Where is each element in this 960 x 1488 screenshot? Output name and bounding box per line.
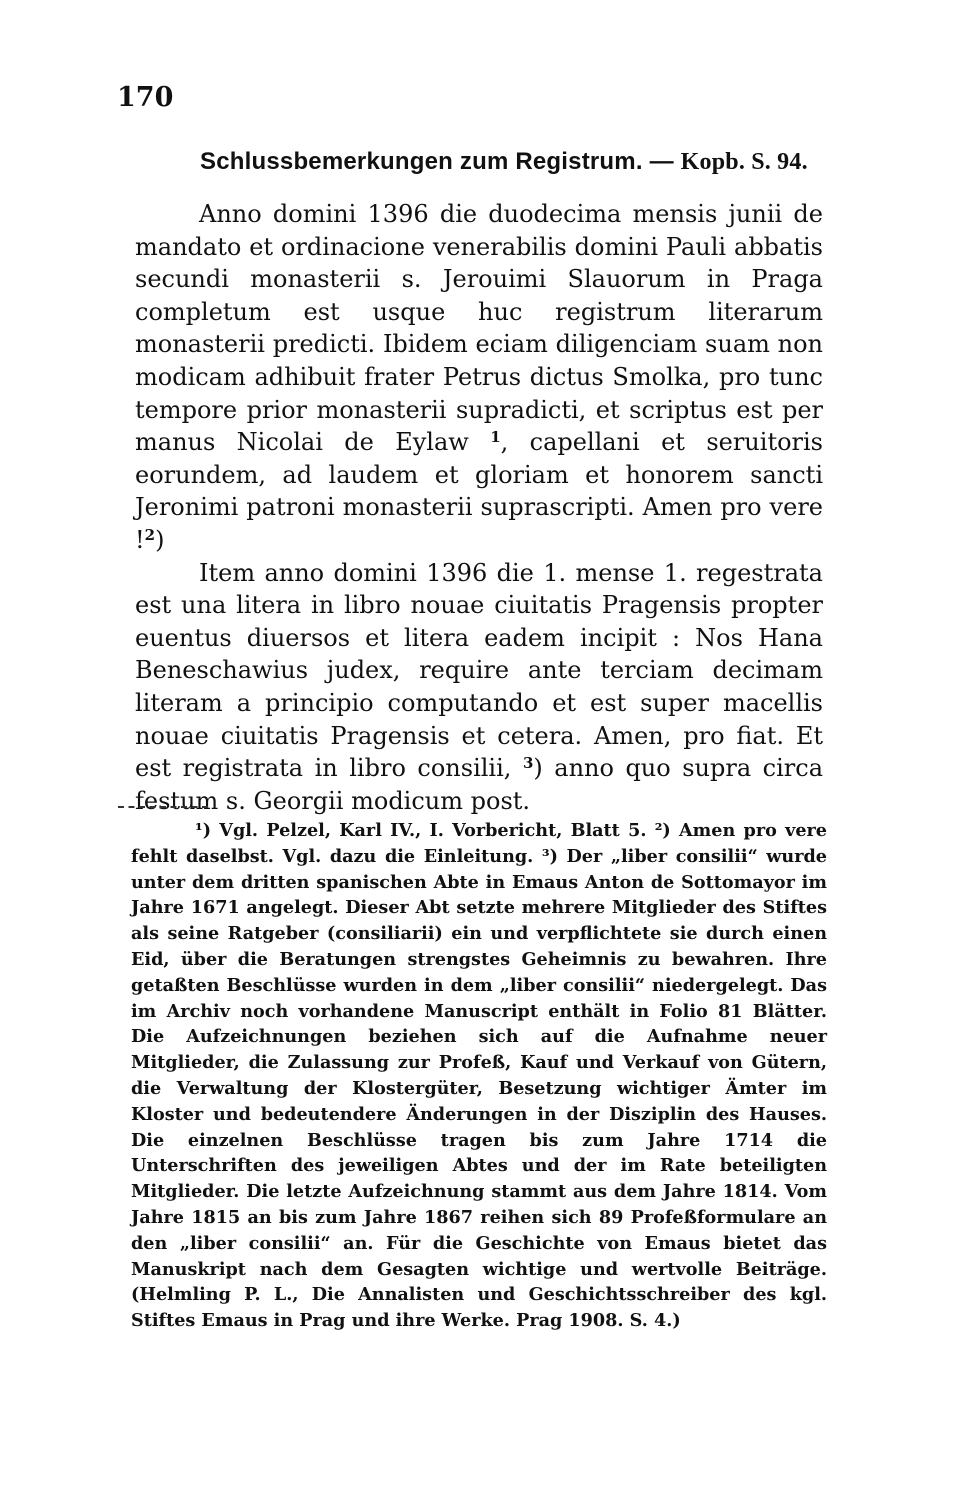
running-head-title: Schlussbemerkungen zum Registrum. — bbox=[200, 148, 674, 175]
footnote-ref-3: 3 bbox=[522, 754, 534, 773]
paragraph-text: , capellani et seruitoris eorundem, ad laudem et gloriam et honorem sancti Jeronimi patroni monasterii suprascripti. Amen pro vere ! bbox=[135, 428, 823, 554]
page-number: 170 bbox=[117, 82, 174, 113]
paragraph-registration bbox=[135, 557, 823, 818]
paragraph-text: Anno domini 1396 die duodecima mensis junii de mandato et ordinacione venerabilis domini Pauli abbatis secundi monasterii s. Jerouimi Slauorum in Praga completum est usque huc registrum literarum monasterii predicti. Ibidem eciam diligenciam suam non modicam adhibuit frater Petrus dictus Smolka, pro tunc tempore prior monasterii supradicti, et scriptus est per manus Nicolai de Eylaw bbox=[135, 200, 823, 457]
paragraph-colophon bbox=[135, 198, 823, 557]
footnotes bbox=[131, 818, 827, 1334]
footnote-ref-2: 2 bbox=[144, 525, 156, 544]
paragraph-text: ) bbox=[155, 525, 165, 554]
paragraph-text: ) anno quo supra circa festum s. Georgii modicum post. bbox=[135, 754, 824, 815]
footnote-ref-1: 1 bbox=[490, 428, 501, 447]
running-head bbox=[200, 148, 808, 176]
main-text bbox=[135, 198, 823, 817]
footnote-text: ¹) Vgl. Pelzel, Karl IV., I. Vorbericht, Blatt 5. ²) Amen pro vere fehlt daselbst. Vgl. dazu die Einleitung. ³) Der „liber consilii“ wurde unter dem dritten spanischen Abte in Emaus Anton de Sottomayor im Jahre 1671 angelegt. Dieser Abt setzte mehrere Mitglieder des Stiftes als seine Ratgeber (consiliarii) ein und verpflichtete sie durch einen Eid, über die Beratungen strengstes Geheimnis zu bewahren. Ihre getaßten Beschlüsse wurden in dem „liber consilii“ niedergelegt. Das im Archiv noch vorhandene Manuscript enthält in Folio 81 Blätter. Die Aufzeichnungen beziehen sich auf die Aufnahme neuer Mitglieder, die Zulassung zur Profeß, Kauf und Verkauf von Gütern, die Verwaltung der Klostergüter, Besetzung wichtiger Ämter im Kloster und bedeutendere Änderungen in der Disziplin des Hauses. Die einzelnen Beschlüsse tragen bis zum Jahre 1714 die Unterschriften des jeweiligen Abtes und der im Rate beteiligten Mitglieder. Die letzte Aufzeichnung stammt aus dem Jahre 1814. Vom Jahre 1815 an bis zum Jahre 1867 reihen sich 89 Profeßformulare an den „liber consilii“ an. Für die Geschichte von Emaus bietet das Manuskript nach dem Gesagten wichtige und wertvolle Beiträge. (Helmling P. L., Die Annalisten und Geschichtsschreiber des kgl. Stiftes Emaus in Prag und ihre Werke. Prag 1908. S. 4.) bbox=[131, 820, 827, 1332]
paragraph-text: Item anno domini 1396 die 1. mense 1. regestrata est una litera in libro nouae ciuitatis Pragensis propter euentus diuersos et litera eadem incipit : Nos Hana Beneschawius judex, require ante terciam decimam literam a principio computando et est super macellis nouae ciuitatis Pragensis et cetera. Amen, pro fiat. Et est registrata in libro consilii, bbox=[135, 558, 823, 783]
footnote-separator bbox=[118, 806, 208, 808]
running-head-reference: Kopb. S. 94. bbox=[680, 149, 808, 175]
